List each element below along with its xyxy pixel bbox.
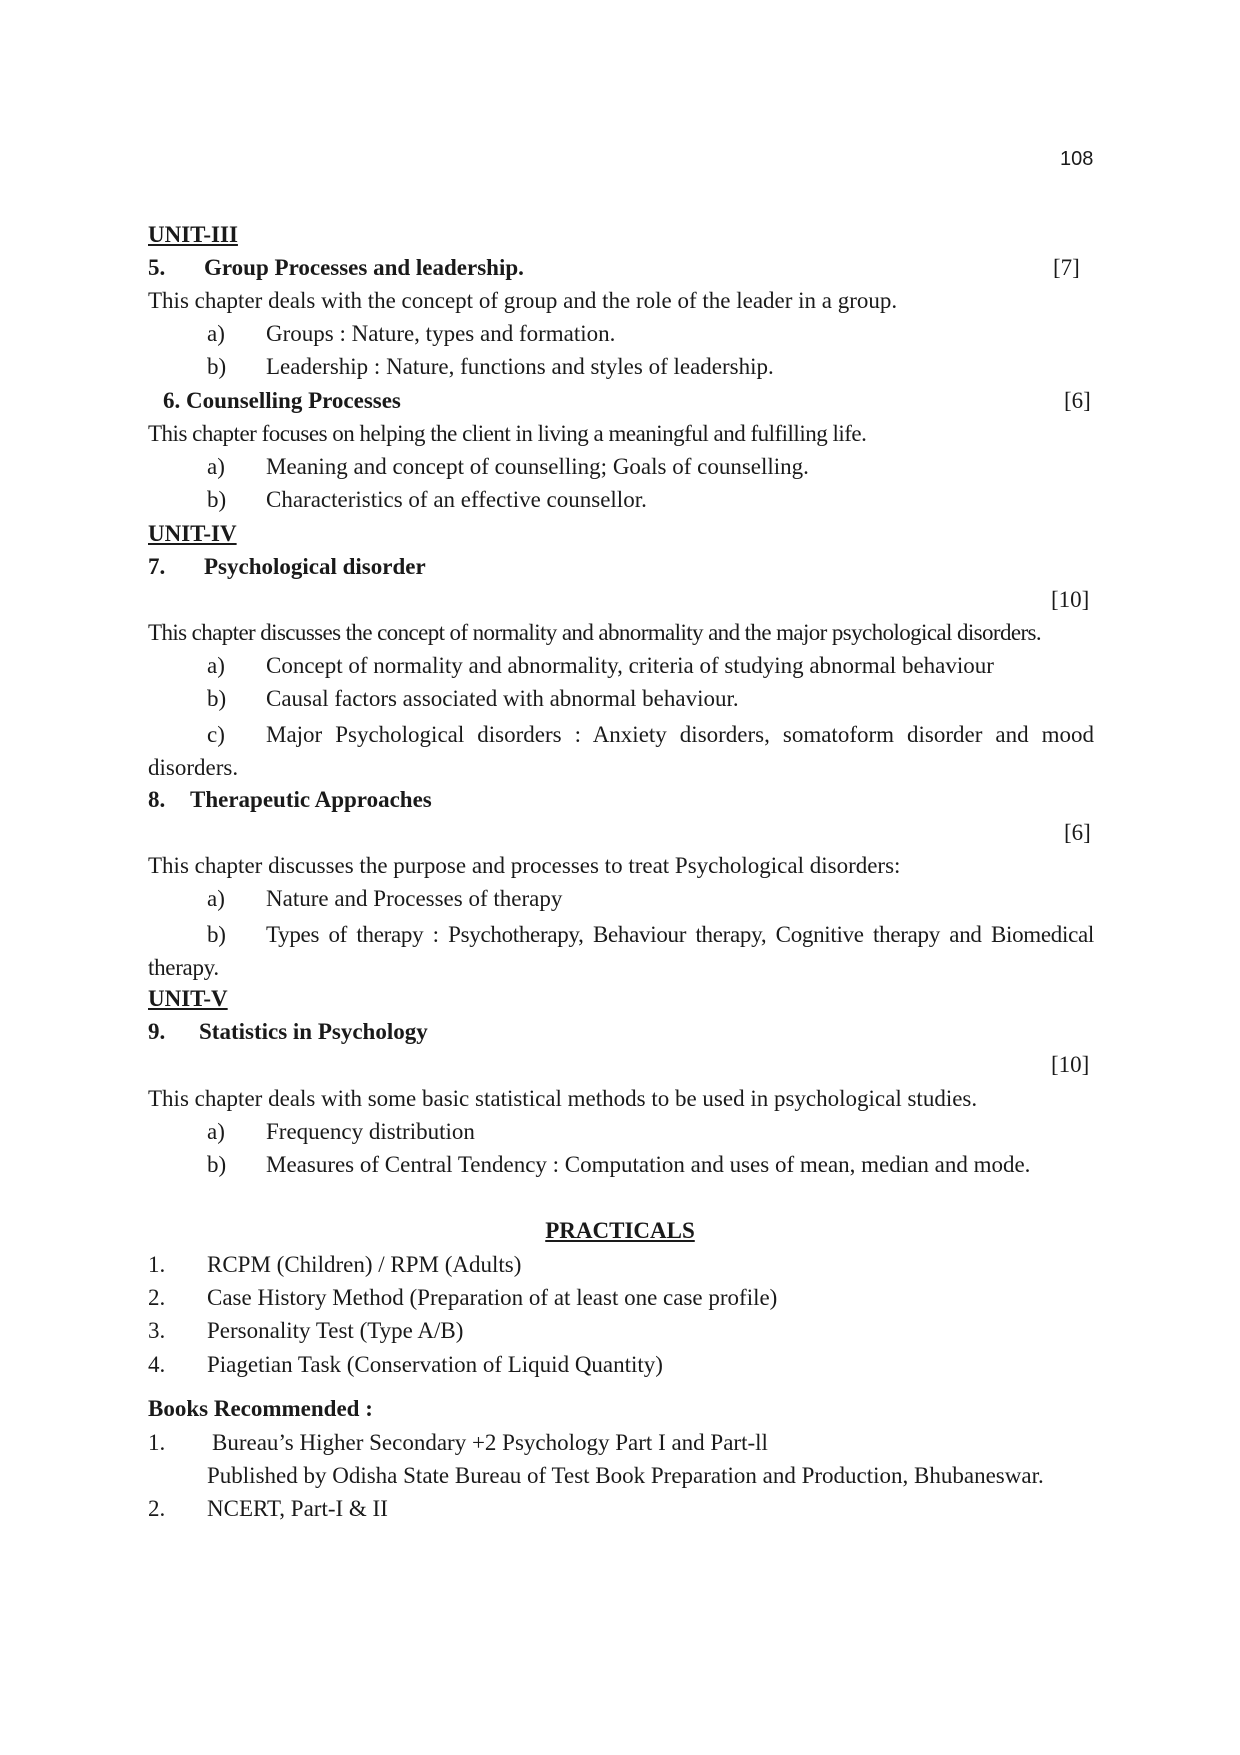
chapter-6-item-a	[207, 452, 809, 482]
item-letter: c)	[207, 722, 225, 747]
book-title: Bureau’s Higher Secondary +2 Psychology Part I and Part-ll	[212, 1430, 768, 1455]
chapter-8-marks: [6]	[1064, 820, 1091, 845]
item-text: Concept of normality and abnormality, criteria of studying abnormal behaviour	[266, 653, 994, 678]
chapter-7-description: This chapter discusses the concept of normality and abnormality and the major psychological disorders.	[148, 620, 1042, 645]
practical-item	[148, 1350, 663, 1380]
chapter-9-marks: [10]	[1051, 1052, 1090, 1077]
chapter-7-title: Psychological disorder	[204, 554, 426, 579]
item-letter: a)	[207, 321, 225, 346]
practical-item	[148, 1316, 463, 1346]
item-text: Major Psychological disorders : Anxiety disorders, somatoform disorder and mood disorders.	[148, 722, 1094, 780]
item-letter: b)	[207, 487, 227, 512]
item-text: Characteristics of an effective counsellor.	[266, 487, 647, 512]
chapter-5-description: This chapter deals with the concept of group and the role of the leader in a group.	[148, 288, 898, 313]
item-text: Causal factors associated with abnormal behaviour.	[266, 686, 739, 711]
chapter-7-heading	[148, 552, 426, 582]
practical-number: 2.	[148, 1285, 166, 1310]
practical-number: 4.	[148, 1352, 166, 1377]
chapter-5-marks: [7]	[1053, 255, 1080, 280]
chapter-5-title: Group Processes and leadership.	[204, 255, 524, 280]
chapter-6-description: This chapter focuses on helping the client in living a meaningful and fulfilling life.	[148, 421, 867, 446]
chapter-6-item-b	[207, 485, 647, 515]
practical-text: Case History Method (Preparation of at least one case profile)	[207, 1285, 778, 1310]
books-heading: Books Recommended :	[148, 1396, 373, 1421]
chapter-8-item-b	[148, 918, 1094, 984]
item-letter: b)	[207, 1152, 227, 1177]
chapter-5-item-b	[207, 352, 774, 382]
item-letter: b)	[207, 686, 227, 711]
book-title: NCERT, Part-I & II	[207, 1496, 388, 1521]
item-text: Measures of Central Tendency : Computation and uses of mean, median and mode.	[266, 1152, 1031, 1177]
chapter-6-heading: 6. Counselling Processes	[163, 388, 401, 413]
chapter-7-number: 7.	[148, 554, 166, 579]
practical-number: 3.	[148, 1318, 166, 1343]
item-letter: a)	[207, 653, 225, 678]
item-text: Types of therapy : Psychotherapy, Behaviour therapy, Cognitive therapy and Biomedical therapy.	[148, 922, 1094, 980]
chapter-8-description: This chapter discusses the purpose and processes to treat Psychological disorders:	[148, 853, 901, 878]
chapter-8-item-a	[207, 884, 562, 914]
chapter-9-item-b	[207, 1150, 1030, 1180]
unit-3-heading: UNIT-III	[148, 222, 238, 247]
page-number: 108	[1060, 148, 1094, 170]
chapter-8-number: 8.	[148, 787, 166, 812]
item-text: Meaning and concept of counselling; Goals of counselling.	[266, 454, 809, 479]
item-text: Leadership : Nature, functions and styles of leadership.	[266, 354, 774, 379]
book-publisher: Published by Odisha State Bureau of Test Book Preparation and Production, Bhubaneswar.	[207, 1463, 1044, 1488]
practical-text: Personality Test (Type A/B)	[207, 1318, 464, 1343]
item-text: Groups : Nature, types and formation.	[266, 321, 616, 346]
chapter-5-number: 5.	[148, 255, 166, 280]
practical-item	[148, 1250, 521, 1280]
chapter-8-heading	[148, 785, 432, 815]
item-letter: b)	[207, 354, 227, 379]
chapter-7-marks: [10]	[1051, 587, 1090, 612]
chapter-9-number: 9.	[148, 1019, 166, 1044]
chapter-8-title: Therapeutic Approaches	[190, 787, 432, 812]
chapter-7-item-c	[148, 718, 1094, 784]
item-text: Nature and Processes of therapy	[266, 886, 563, 911]
book-number: 2.	[148, 1496, 166, 1521]
book-number: 1.	[148, 1430, 166, 1455]
item-letter: b)	[207, 922, 226, 947]
chapter-9-title: Statistics in Psychology	[199, 1019, 428, 1044]
chapter-6-marks: [6]	[1064, 388, 1091, 413]
item-text: Frequency distribution	[266, 1119, 475, 1144]
unit-5-heading: UNIT-V	[148, 986, 228, 1011]
chapter-9-item-a	[207, 1117, 475, 1147]
practical-text: RCPM (Children) / RPM (Adults)	[207, 1252, 522, 1277]
practical-number: 1.	[148, 1252, 166, 1277]
chapter-9-description: This chapter deals with some basic statistical methods to be used in psychological studies.	[148, 1086, 978, 1111]
practical-item	[148, 1283, 777, 1313]
item-letter: a)	[207, 454, 225, 479]
chapter-9-heading	[148, 1017, 428, 1047]
practical-text: Piagetian Task (Conservation of Liquid Quantity)	[207, 1352, 663, 1377]
unit-4-heading: UNIT-IV	[148, 521, 237, 546]
chapter-5-heading	[148, 253, 524, 283]
chapter-7-item-a	[207, 651, 994, 681]
book-item	[148, 1494, 388, 1524]
practicals-heading: PRACTICALS	[545, 1218, 695, 1243]
item-letter: a)	[207, 886, 225, 911]
item-letter: a)	[207, 1119, 225, 1144]
book-item	[148, 1428, 768, 1458]
chapter-5-item-a	[207, 319, 615, 349]
chapter-7-item-b	[207, 684, 739, 714]
